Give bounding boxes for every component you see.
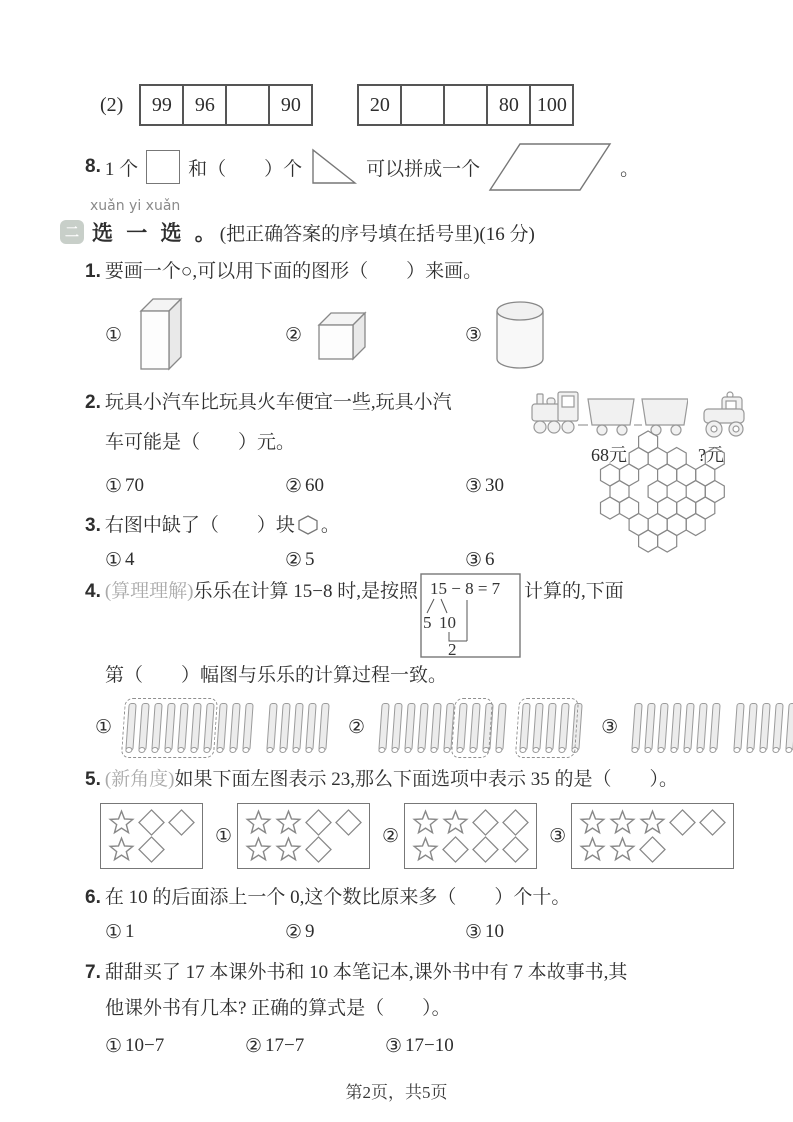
section-title: 选 一 选 。: [92, 221, 220, 245]
stick-option-2: [348, 699, 585, 755]
question-text: 可以拼成一个: [366, 158, 481, 180]
parallelogram-shape-icon: [488, 142, 612, 192]
stick: [391, 703, 402, 751]
star-icon: [108, 836, 135, 863]
question-6-options: [105, 921, 793, 943]
sequence-table-1: [139, 84, 313, 126]
option-marker: ③: [601, 716, 619, 738]
table-cell: [400, 86, 443, 124]
question-5-stem: 5. (新角度)如果下面左图表示 23,那么下面选项中表示 35 的是（ ）。: [85, 769, 679, 790]
dashed-group-outline: [515, 698, 579, 758]
question-5-options: [100, 803, 793, 869]
option-cube: [285, 307, 465, 363]
option-marker: ①: [105, 549, 123, 571]
question-4-options: [95, 699, 793, 755]
diamond-icon: [639, 836, 666, 863]
star-icon: [609, 836, 636, 863]
star-icon: [609, 809, 636, 836]
diamond-icon: [669, 809, 696, 836]
svg-text:10: 10: [438, 613, 456, 632]
diamond-icon: [502, 836, 529, 863]
stick: [696, 703, 707, 751]
question-7-options: [105, 1035, 793, 1057]
option-marker: ②: [285, 324, 303, 346]
star-icon: [275, 809, 302, 836]
star-icon: [412, 836, 439, 863]
table-cell: 96: [182, 86, 225, 124]
question-text: 。: [620, 158, 640, 180]
option-text: 1: [125, 921, 135, 942]
option-box-1: [237, 803, 370, 869]
stick-bundle: [729, 699, 793, 755]
star-icon: [108, 809, 135, 836]
page-footer: 第2页，共5页: [345, 1083, 448, 1102]
option-text: 10: [485, 921, 505, 942]
stick: [292, 703, 303, 751]
stick: [495, 703, 506, 751]
answer-option: [385, 1035, 525, 1057]
option-marker: ②: [285, 921, 303, 943]
star-icon: [579, 836, 606, 863]
star-icon: [412, 809, 439, 836]
diamond-icon: [502, 809, 529, 836]
star-icon: [442, 809, 469, 836]
question-3-stem: 3. 右图中缺了（ ）块 。: [85, 515, 340, 536]
answer-option: [285, 921, 465, 943]
option-marker: ③: [465, 475, 483, 497]
question-8: [85, 142, 793, 192]
stick-bundle: [262, 699, 334, 755]
answer-option: [105, 921, 285, 943]
stick: [631, 703, 642, 751]
question-tag: (算理理解): [104, 581, 194, 602]
question-text: 1 个: [104, 158, 139, 180]
stick: [242, 703, 253, 751]
table-cell: 100: [529, 86, 572, 124]
stick: [266, 703, 277, 751]
option-marker: ③: [549, 825, 567, 847]
stick: [318, 703, 329, 751]
star-icon: [275, 836, 302, 863]
truck-price-label: ?元: [698, 445, 724, 465]
answer-option: [245, 1035, 385, 1057]
option-marker: ②: [245, 1035, 263, 1057]
dashed-group-outline: [121, 698, 218, 758]
section-subtitle: (把正确答案的序号填在括号里)(16 分): [219, 223, 535, 245]
answer-option: [285, 475, 465, 497]
dashed-group-outline: [451, 698, 493, 758]
option-box-3: [571, 803, 734, 869]
option-marker: ①: [95, 716, 113, 738]
question-1-options: [105, 293, 793, 377]
question-7-stem: 7. 甜甜买了 17 本课外书和 10 本笔记本,课外书中有 7 本故事书,其 他课外书有几本? 正确的算式是（ ）。: [85, 962, 628, 1019]
stick: [430, 703, 441, 751]
option-cuboid: [105, 293, 285, 377]
pinyin-annotation: xuǎn yi xuǎn: [90, 198, 181, 214]
question-2-stem: 2. 玩具小汽车比玩具火车便宜一些,玩具小汽 车可能是（ ）元。: [85, 392, 452, 453]
table-cell: 99: [151, 93, 172, 116]
option-text: 6: [485, 549, 495, 570]
answer-option: [105, 1035, 245, 1057]
table-cell: 20: [369, 93, 390, 116]
fill-sequence-row: [100, 84, 793, 126]
diamond-icon: [138, 809, 165, 836]
diamond-icon: [305, 809, 332, 836]
table-cell: 80: [486, 86, 529, 124]
stick-option-1: [95, 699, 332, 755]
stick: [759, 703, 770, 751]
table-cell: [225, 86, 268, 124]
stick: [644, 703, 655, 751]
option-text: 17−7: [265, 1035, 305, 1056]
answer-option: [465, 921, 645, 943]
stick-option-3: [601, 699, 793, 755]
honeycomb-figure: [594, 428, 746, 578]
answer-option: [285, 549, 465, 571]
diamond-icon: [472, 836, 499, 863]
stick: [378, 703, 389, 751]
option-text: 10−7: [125, 1035, 165, 1056]
option-marker: ③: [465, 549, 483, 571]
option-text: 17−10: [405, 1035, 454, 1056]
stick-bundle: [374, 699, 511, 755]
option-marker: ②: [285, 549, 303, 571]
question-4-stem: 4. (算理理解) 乐乐在计算 15−8 时,是按照 15 − 8 = 7 5 10 2 计算的,下面: [85, 577, 793, 659]
diamond-icon: [335, 809, 362, 836]
question-6-stem: 6. 在 10 的后面添上一个 0,这个数比原来多（ ）个十。: [85, 887, 571, 908]
section-header: [60, 198, 793, 247]
star-icon: [579, 809, 606, 836]
option-text: 30: [485, 475, 505, 496]
star-icon: [245, 809, 272, 836]
stick: [670, 703, 681, 751]
stick: [305, 703, 316, 751]
star-icon: [639, 809, 666, 836]
cube-icon: [313, 307, 371, 363]
option-marker: ①: [105, 475, 123, 497]
stick-bundle: [627, 699, 725, 755]
stick-bundle: [121, 699, 258, 755]
train-price-label: 68元: [591, 445, 627, 465]
decomposition-diagram: [420, 573, 522, 659]
section-number-badge: 二: [60, 220, 84, 244]
table-cell: 90: [268, 86, 311, 124]
option-marker: ①: [105, 324, 123, 346]
svg-text:5: 5: [422, 613, 432, 632]
option-box-2: [404, 803, 537, 869]
option-text: 9: [305, 921, 315, 942]
diamond-icon: [442, 836, 469, 863]
option-marker: ②: [348, 716, 366, 738]
sequence-table-2: [357, 84, 574, 126]
stick: [229, 703, 240, 751]
option-marker: ①: [215, 825, 233, 847]
option-text: 60: [305, 475, 325, 496]
question-1-stem: 1. 要画一个○,可以用下面的图形（ ）来画。: [85, 261, 483, 282]
sub-question-label: (2): [100, 93, 124, 116]
diamond-icon: [699, 809, 726, 836]
question-tag: (新角度): [104, 769, 175, 790]
stick: [216, 703, 227, 751]
svg-text:2: 2: [447, 640, 457, 659]
diamond-icon: [305, 836, 332, 863]
stick: [746, 703, 757, 751]
hexagon-icon: [297, 515, 319, 535]
diamond-icon: [168, 809, 195, 836]
option-marker: ①: [105, 1035, 123, 1057]
star-icon: [245, 836, 272, 863]
option-text: 70: [125, 475, 145, 496]
option-marker: ②: [285, 475, 303, 497]
stick-bundle: [515, 699, 587, 755]
table-cell: [443, 86, 486, 124]
stick: [709, 703, 720, 751]
stick: [733, 703, 744, 751]
option-text: 4: [125, 549, 135, 570]
question-4-stem-continued: 第（ ）幅图与乐乐的计算过程一致。: [105, 665, 448, 686]
square-shape-icon: [146, 150, 180, 184]
svg-text:15 − 8 = 7: 15 − 8 = 7: [429, 579, 501, 598]
triangle-shape-icon: [310, 148, 358, 186]
diamond-icon: [138, 836, 165, 863]
stick: [657, 703, 668, 751]
stick: [785, 703, 793, 751]
option-marker: ③: [385, 1035, 403, 1057]
option-marker: ③: [465, 921, 483, 943]
stick: [683, 703, 694, 751]
answer-option: [105, 475, 285, 497]
question-text: 和（ ）个: [188, 158, 303, 180]
answer-option: [105, 549, 285, 571]
option-marker: ②: [382, 825, 400, 847]
stick: [417, 703, 428, 751]
option-marker: ①: [105, 921, 123, 943]
stick: [772, 703, 783, 751]
option-text: 5: [305, 549, 315, 570]
stick: [404, 703, 415, 751]
option-cylinder: [465, 299, 645, 371]
cylinder-icon: [493, 299, 547, 371]
diamond-icon: [472, 809, 499, 836]
question-number: 8.: [85, 156, 101, 177]
option-marker: ③: [465, 324, 483, 346]
reference-box: [100, 803, 203, 869]
cuboid-icon: [133, 293, 189, 377]
stick: [279, 703, 290, 751]
